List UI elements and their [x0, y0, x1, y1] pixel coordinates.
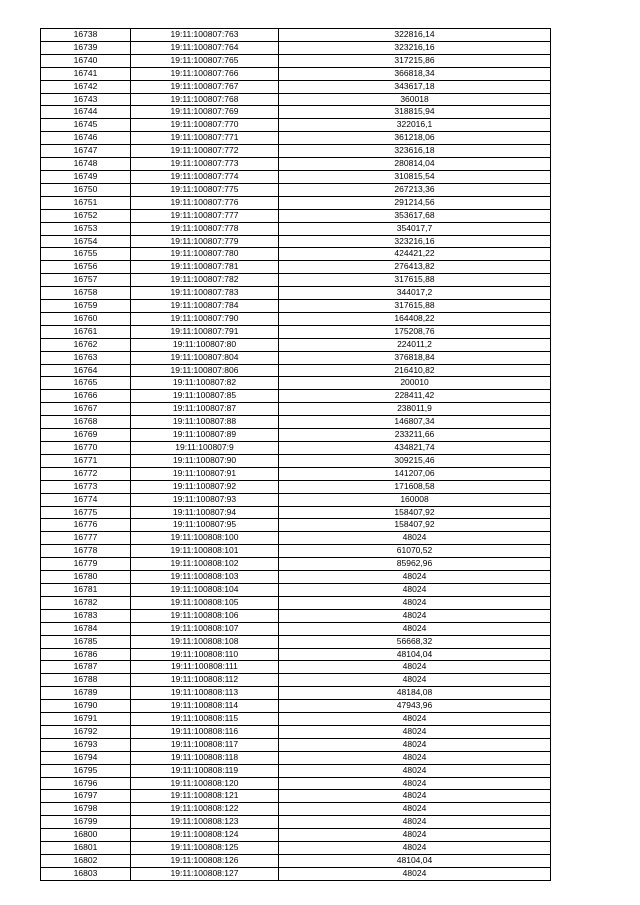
table-row	[41, 596, 551, 609]
table-row	[41, 364, 551, 377]
row-number-cell: 16742	[41, 80, 131, 93]
value-cell: 434821,74	[279, 442, 551, 455]
cadastral-number-cell: 19:11:100807:806	[131, 364, 279, 377]
table-row	[41, 261, 551, 274]
cadastral-number-cell: 19:11:100808:106	[131, 609, 279, 622]
row-number-cell: 16795	[41, 764, 131, 777]
value-cell: 48024	[279, 751, 551, 764]
data-table	[40, 28, 551, 881]
value-cell: 366818,34	[279, 67, 551, 80]
cadastral-number-cell: 19:11:100807:766	[131, 67, 279, 80]
cadastral-number-cell: 19:11:100807:765	[131, 54, 279, 67]
row-number-cell: 16780	[41, 571, 131, 584]
cadastral-number-cell: 19:11:100807:783	[131, 287, 279, 300]
row-number-cell: 16799	[41, 816, 131, 829]
value-cell: 318815,94	[279, 106, 551, 119]
row-number-cell: 16748	[41, 158, 131, 171]
row-number-cell: 16773	[41, 480, 131, 493]
row-number-cell: 16785	[41, 635, 131, 648]
value-cell: 317615,88	[279, 274, 551, 287]
table-row	[41, 583, 551, 596]
table-row	[41, 442, 551, 455]
row-number-cell: 16800	[41, 829, 131, 842]
table-row	[41, 571, 551, 584]
cadastral-number-cell: 19:11:100808:101	[131, 545, 279, 558]
table-row	[41, 751, 551, 764]
row-number-cell: 16755	[41, 248, 131, 261]
cadastral-number-cell: 19:11:100808:119	[131, 764, 279, 777]
row-number-cell: 16758	[41, 287, 131, 300]
row-number-cell: 16775	[41, 506, 131, 519]
cadastral-number-cell: 19:11:100808:102	[131, 558, 279, 571]
row-number-cell: 16786	[41, 648, 131, 661]
row-number-cell: 16783	[41, 609, 131, 622]
row-number-cell: 16778	[41, 545, 131, 558]
row-number-cell: 16739	[41, 41, 131, 54]
table-row	[41, 80, 551, 93]
table-row	[41, 196, 551, 209]
cadastral-number-cell: 19:11:100808:111	[131, 661, 279, 674]
cadastral-number-cell: 19:11:100808:104	[131, 583, 279, 596]
row-number-cell: 16787	[41, 661, 131, 674]
table-row	[41, 661, 551, 674]
value-cell: 291214,56	[279, 196, 551, 209]
row-number-cell: 16756	[41, 261, 131, 274]
cadastral-number-cell: 19:11:100807:791	[131, 325, 279, 338]
row-number-cell: 16746	[41, 132, 131, 145]
table-row	[41, 467, 551, 480]
row-number-cell: 16788	[41, 674, 131, 687]
table-row	[41, 777, 551, 790]
value-cell: 175208,76	[279, 325, 551, 338]
value-cell: 361218,06	[279, 132, 551, 145]
cadastral-number-cell: 19:11:100807:774	[131, 170, 279, 183]
row-number-cell: 16770	[41, 442, 131, 455]
value-cell: 322816,14	[279, 29, 551, 42]
table-row	[41, 158, 551, 171]
table-row	[41, 41, 551, 54]
row-number-cell: 16740	[41, 54, 131, 67]
cadastral-number-cell: 19:11:100808:118	[131, 751, 279, 764]
row-number-cell: 16745	[41, 119, 131, 132]
cadastral-number-cell: 19:11:100807:87	[131, 403, 279, 416]
value-cell: 48024	[279, 596, 551, 609]
value-cell: 85962,96	[279, 558, 551, 571]
value-cell: 317615,88	[279, 300, 551, 313]
cadastral-number-cell: 19:11:100807:778	[131, 222, 279, 235]
cadastral-number-cell: 19:11:100808:108	[131, 635, 279, 648]
row-number-cell: 16768	[41, 416, 131, 429]
cadastral-number-cell: 19:11:100808:127	[131, 867, 279, 880]
row-number-cell: 16761	[41, 325, 131, 338]
row-number-cell: 16753	[41, 222, 131, 235]
value-cell: 48024	[279, 803, 551, 816]
cadastral-number-cell: 19:11:100808:112	[131, 674, 279, 687]
value-cell: 48024	[279, 867, 551, 880]
value-cell: 360018	[279, 93, 551, 106]
row-number-cell: 16784	[41, 622, 131, 635]
row-number-cell: 16759	[41, 300, 131, 313]
row-number-cell: 16767	[41, 403, 131, 416]
row-number-cell: 16776	[41, 519, 131, 532]
row-number-cell: 16749	[41, 170, 131, 183]
table-row	[41, 855, 551, 868]
cadastral-number-cell: 19:11:100807:781	[131, 261, 279, 274]
table-row	[41, 842, 551, 855]
row-number-cell: 16762	[41, 338, 131, 351]
cadastral-number-cell: 19:11:100808:123	[131, 816, 279, 829]
cadastral-number-cell: 19:11:100807:9	[131, 442, 279, 455]
table-row	[41, 338, 551, 351]
table-row	[41, 325, 551, 338]
value-cell: 56668,32	[279, 635, 551, 648]
table-body	[41, 29, 551, 881]
value-cell: 48024	[279, 622, 551, 635]
value-cell: 317215,86	[279, 54, 551, 67]
cadastral-number-cell: 19:11:100807:80	[131, 338, 279, 351]
cadastral-number-cell: 19:11:100808:125	[131, 842, 279, 855]
value-cell: 48024	[279, 816, 551, 829]
row-number-cell: 16803	[41, 867, 131, 880]
cadastral-number-cell: 19:11:100807:95	[131, 519, 279, 532]
row-number-cell: 16782	[41, 596, 131, 609]
row-number-cell: 16751	[41, 196, 131, 209]
row-number-cell: 16760	[41, 312, 131, 325]
value-cell: 48024	[279, 829, 551, 842]
cadastral-number-cell: 19:11:100807:773	[131, 158, 279, 171]
table-row	[41, 545, 551, 558]
row-number-cell: 16791	[41, 713, 131, 726]
row-number-cell: 16752	[41, 209, 131, 222]
cadastral-number-cell: 19:11:100808:105	[131, 596, 279, 609]
cadastral-number-cell: 19:11:100807:804	[131, 351, 279, 364]
table-row	[41, 764, 551, 777]
row-number-cell: 16790	[41, 700, 131, 713]
value-cell: 48024	[279, 674, 551, 687]
table-row	[41, 454, 551, 467]
table-row	[41, 29, 551, 42]
value-cell: 276413,82	[279, 261, 551, 274]
value-cell: 48024	[279, 777, 551, 790]
table-row	[41, 145, 551, 158]
row-number-cell: 16793	[41, 738, 131, 751]
cadastral-number-cell: 19:11:100807:767	[131, 80, 279, 93]
table-row	[41, 248, 551, 261]
table-row	[41, 67, 551, 80]
value-cell: 238011,9	[279, 403, 551, 416]
row-number-cell: 16777	[41, 532, 131, 545]
value-cell: 158407,92	[279, 519, 551, 532]
table-row	[41, 558, 551, 571]
table-row	[41, 93, 551, 106]
cadastral-number-cell: 19:11:100808:100	[131, 532, 279, 545]
cadastral-number-cell: 19:11:100808:126	[131, 855, 279, 868]
cadastral-number-cell: 19:11:100807:90	[131, 454, 279, 467]
value-cell: 48104,04	[279, 648, 551, 661]
value-cell: 376818,84	[279, 351, 551, 364]
table-row	[41, 429, 551, 442]
table-row	[41, 183, 551, 196]
cadastral-number-cell: 19:11:100808:115	[131, 713, 279, 726]
value-cell: 48024	[279, 571, 551, 584]
value-cell: 48024	[279, 713, 551, 726]
value-cell: 353617,68	[279, 209, 551, 222]
cadastral-number-cell: 19:11:100807:82	[131, 377, 279, 390]
row-number-cell: 16763	[41, 351, 131, 364]
row-number-cell: 16772	[41, 467, 131, 480]
cadastral-number-cell: 19:11:100807:88	[131, 416, 279, 429]
table-row	[41, 609, 551, 622]
value-cell: 424421,22	[279, 248, 551, 261]
value-cell: 48024	[279, 764, 551, 777]
value-cell: 323216,16	[279, 235, 551, 248]
table-row	[41, 312, 551, 325]
value-cell: 48024	[279, 738, 551, 751]
table-row	[41, 300, 551, 313]
row-number-cell: 16769	[41, 429, 131, 442]
row-number-cell: 16738	[41, 29, 131, 42]
table-row	[41, 648, 551, 661]
value-cell: 48024	[279, 609, 551, 622]
value-cell: 310815,54	[279, 170, 551, 183]
cadastral-number-cell: 19:11:100808:122	[131, 803, 279, 816]
table-row	[41, 222, 551, 235]
table-row	[41, 480, 551, 493]
table-row	[41, 867, 551, 880]
value-cell: 280814,04	[279, 158, 551, 171]
row-number-cell: 16743	[41, 93, 131, 106]
value-cell: 48024	[279, 842, 551, 855]
cadastral-number-cell: 19:11:100807:763	[131, 29, 279, 42]
value-cell: 48024	[279, 661, 551, 674]
row-number-cell: 16747	[41, 145, 131, 158]
table-row	[41, 700, 551, 713]
value-cell: 233211,66	[279, 429, 551, 442]
row-number-cell: 16792	[41, 725, 131, 738]
table-row	[41, 713, 551, 726]
table-row	[41, 790, 551, 803]
table-row	[41, 119, 551, 132]
table-row	[41, 403, 551, 416]
row-number-cell: 16754	[41, 235, 131, 248]
row-number-cell: 16797	[41, 790, 131, 803]
cadastral-number-cell: 19:11:100807:776	[131, 196, 279, 209]
row-number-cell: 16764	[41, 364, 131, 377]
cadastral-number-cell: 19:11:100807:790	[131, 312, 279, 325]
cadastral-number-cell: 19:11:100808:113	[131, 687, 279, 700]
cadastral-number-cell: 19:11:100807:85	[131, 390, 279, 403]
table-row	[41, 390, 551, 403]
row-number-cell: 16774	[41, 493, 131, 506]
row-number-cell: 16801	[41, 842, 131, 855]
value-cell: 216410,82	[279, 364, 551, 377]
table-row	[41, 687, 551, 700]
value-cell: 48024	[279, 583, 551, 596]
cadastral-number-cell: 19:11:100807:784	[131, 300, 279, 313]
table-row	[41, 377, 551, 390]
value-cell: 48024	[279, 725, 551, 738]
cadastral-number-cell: 19:11:100807:93	[131, 493, 279, 506]
value-cell: 224011,2	[279, 338, 551, 351]
table-row	[41, 287, 551, 300]
row-number-cell: 16789	[41, 687, 131, 700]
cadastral-number-cell: 19:11:100807:771	[131, 132, 279, 145]
value-cell: 158407,92	[279, 506, 551, 519]
table-row	[41, 725, 551, 738]
value-cell: 323616,18	[279, 145, 551, 158]
table-row	[41, 519, 551, 532]
value-cell: 48024	[279, 790, 551, 803]
value-cell: 267213,36	[279, 183, 551, 196]
table-row	[41, 416, 551, 429]
row-number-cell: 16794	[41, 751, 131, 764]
value-cell: 48104,04	[279, 855, 551, 868]
value-cell: 354017,7	[279, 222, 551, 235]
row-number-cell: 16766	[41, 390, 131, 403]
cadastral-number-cell: 19:11:100808:107	[131, 622, 279, 635]
row-number-cell: 16750	[41, 183, 131, 196]
table-row	[41, 829, 551, 842]
table-row	[41, 106, 551, 119]
row-number-cell: 16765	[41, 377, 131, 390]
value-cell: 322016,1	[279, 119, 551, 132]
value-cell: 200010	[279, 377, 551, 390]
cadastral-number-cell: 19:11:100807:782	[131, 274, 279, 287]
cadastral-number-cell: 19:11:100808:120	[131, 777, 279, 790]
table-row	[41, 54, 551, 67]
cadastral-number-cell: 19:11:100807:779	[131, 235, 279, 248]
cadastral-number-cell: 19:11:100807:92	[131, 480, 279, 493]
cadastral-number-cell: 19:11:100808:117	[131, 738, 279, 751]
cadastral-number-cell: 19:11:100807:91	[131, 467, 279, 480]
cadastral-number-cell: 19:11:100807:94	[131, 506, 279, 519]
table-row	[41, 132, 551, 145]
row-number-cell: 16757	[41, 274, 131, 287]
cadastral-number-cell: 19:11:100807:770	[131, 119, 279, 132]
table-row	[41, 274, 551, 287]
cadastral-number-cell: 19:11:100808:116	[131, 725, 279, 738]
row-number-cell: 16779	[41, 558, 131, 571]
cadastral-number-cell: 19:11:100808:114	[131, 700, 279, 713]
value-cell: 323216,16	[279, 41, 551, 54]
row-number-cell: 16802	[41, 855, 131, 868]
table-row	[41, 170, 551, 183]
cadastral-number-cell: 19:11:100807:780	[131, 248, 279, 261]
cadastral-number-cell: 19:11:100807:764	[131, 41, 279, 54]
value-cell: 48024	[279, 532, 551, 545]
row-number-cell: 16744	[41, 106, 131, 119]
table-row	[41, 532, 551, 545]
table-row	[41, 209, 551, 222]
table-row	[41, 235, 551, 248]
table-row	[41, 493, 551, 506]
cadastral-number-cell: 19:11:100808:121	[131, 790, 279, 803]
table-row	[41, 635, 551, 648]
cadastral-number-cell: 19:11:100808:124	[131, 829, 279, 842]
cadastral-number-cell: 19:11:100807:772	[131, 145, 279, 158]
value-cell: 141207,06	[279, 467, 551, 480]
row-number-cell: 16741	[41, 67, 131, 80]
table-row	[41, 622, 551, 635]
value-cell: 146807,34	[279, 416, 551, 429]
table-row	[41, 351, 551, 364]
value-cell: 309215,46	[279, 454, 551, 467]
value-cell: 228411,42	[279, 390, 551, 403]
table-row	[41, 506, 551, 519]
cadastral-number-cell: 19:11:100807:769	[131, 106, 279, 119]
cadastral-number-cell: 19:11:100808:103	[131, 571, 279, 584]
value-cell: 61070,52	[279, 545, 551, 558]
row-number-cell: 16781	[41, 583, 131, 596]
cadastral-number-cell: 19:11:100807:768	[131, 93, 279, 106]
value-cell: 47943,96	[279, 700, 551, 713]
value-cell: 48184,08	[279, 687, 551, 700]
cadastral-number-cell: 19:11:100808:110	[131, 648, 279, 661]
value-cell: 171608,58	[279, 480, 551, 493]
value-cell: 344017,2	[279, 287, 551, 300]
table-row	[41, 738, 551, 751]
table-row	[41, 803, 551, 816]
cadastral-number-cell: 19:11:100807:775	[131, 183, 279, 196]
row-number-cell: 16771	[41, 454, 131, 467]
value-cell: 164408,22	[279, 312, 551, 325]
row-number-cell: 16796	[41, 777, 131, 790]
cadastral-number-cell: 19:11:100807:89	[131, 429, 279, 442]
table-row	[41, 674, 551, 687]
cadastral-number-cell: 19:11:100807:777	[131, 209, 279, 222]
value-cell: 160008	[279, 493, 551, 506]
value-cell: 343617,18	[279, 80, 551, 93]
table-row	[41, 816, 551, 829]
row-number-cell: 16798	[41, 803, 131, 816]
